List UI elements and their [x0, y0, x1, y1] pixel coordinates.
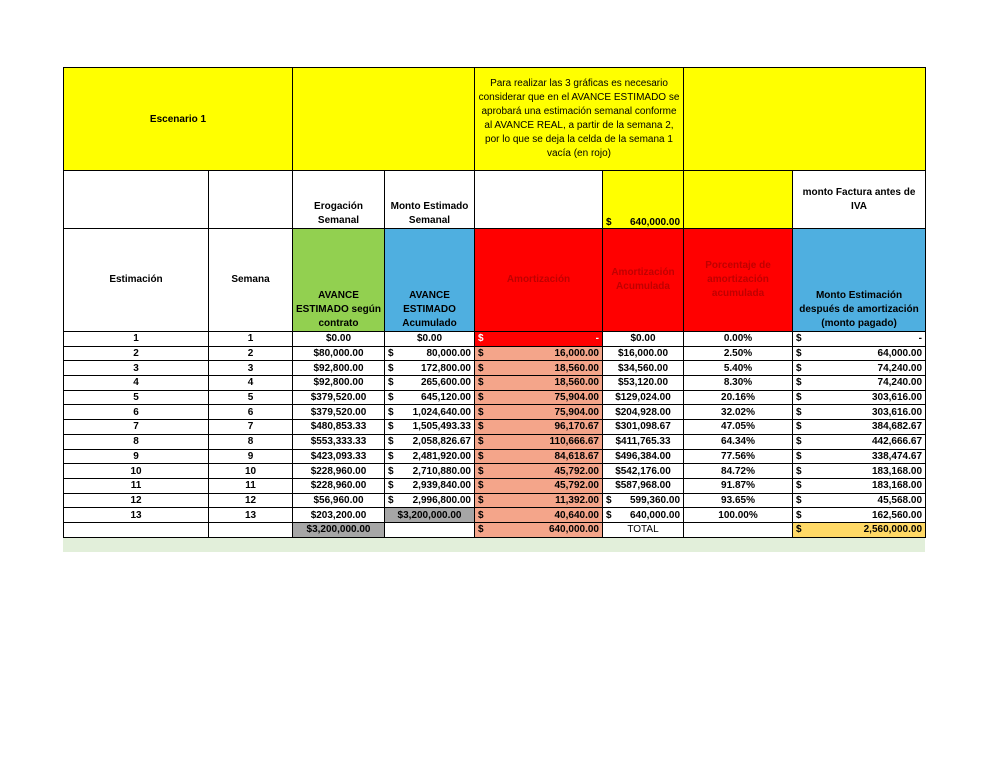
semana-cell: 8 [209, 434, 293, 449]
avance-acumulado-cell [385, 434, 475, 449]
currency-sign: $ [388, 494, 394, 506]
amortizacion-cell-value: 40,640.00 [554, 509, 599, 521]
amortizacion-acumulada-cell: $204,928.00 [603, 405, 684, 420]
monto-pagado-cell [793, 434, 926, 449]
table-row [64, 508, 926, 523]
avance-contrato-cell: $92,800.00 [293, 376, 385, 391]
green-strip [63, 538, 925, 552]
currency-sign: $ [478, 333, 484, 345]
porcentaje-cell: 8.30% [684, 376, 793, 391]
monto-pagado-cell-value: 183,168.00 [871, 480, 923, 492]
porcentaje-cell: 91.87% [684, 478, 793, 493]
monto-pagado-cell-value: 45,568.00 [877, 494, 923, 506]
estimacion-cell: 13 [64, 508, 209, 523]
semana-cell: 10 [209, 464, 293, 479]
table-row [64, 405, 926, 420]
porcentaje-cell: 47.05% [684, 420, 793, 435]
currency-sign: $ [796, 509, 802, 521]
currency-sign: $ [796, 392, 802, 404]
anticipo-cell [603, 171, 684, 229]
porcentaje-cell: 100.00% [684, 508, 793, 523]
amortizacion-cell [475, 449, 603, 464]
monto-pagado-cell-value: 162,560.00 [871, 509, 923, 521]
amortizacion-cell-value: 84,618.67 [554, 450, 599, 462]
monto-pagado-cell [793, 464, 926, 479]
table-row [64, 346, 926, 361]
porcentaje-cell: 77.56% [684, 449, 793, 464]
currency-sign: $ [388, 406, 394, 418]
amortizacion-cell [475, 405, 603, 420]
empty-cell [385, 522, 475, 537]
header-monto-despues: Monto Estimación después de amortización (monto pagado) [793, 229, 926, 332]
amortizacion-cell-value: 75,904.00 [554, 406, 599, 418]
amortizacion-cell [475, 332, 603, 347]
amortizacion-cell [475, 434, 603, 449]
monto-pagado-cell-value: 74,240.00 [877, 362, 923, 374]
semana-cell: 2 [209, 346, 293, 361]
monto-pagado-cell-value: 74,240.00 [877, 377, 923, 389]
avance-contrato-cell: $92,800.00 [293, 361, 385, 376]
currency-sign: $ [478, 406, 484, 418]
avance-contrato-cell: $553,333.33 [293, 434, 385, 449]
amortizacion-acumulada-cell: $301,098.67 [603, 420, 684, 435]
currency-sign: $ [388, 348, 394, 360]
currency-sign: $ [478, 465, 484, 477]
amortizacion-cell [475, 361, 603, 376]
avance-acumulado-cell [385, 405, 475, 420]
semana-cell: 6 [209, 405, 293, 420]
factura-label: monto Factura antes de IVA [793, 171, 926, 229]
estimacion-cell: 6 [64, 405, 209, 420]
avance-contrato-cell: $228,960.00 [293, 464, 385, 479]
semana-cell: 7 [209, 420, 293, 435]
empty-cell [64, 522, 209, 537]
header-avance-acumulado: AVANCE ESTIMADO Acumulado [385, 229, 475, 332]
total-avance-contrato: $3,200,000.00 [293, 522, 385, 537]
currency-sign: $ [478, 436, 484, 448]
currency-sign: $ [478, 524, 484, 536]
semana-cell: 3 [209, 361, 293, 376]
currency-sign: $ [796, 494, 802, 506]
avance-acumulado-cell-value: 2,996,800.00 [412, 494, 471, 506]
amortizacion-cell-value: 75,904.00 [554, 392, 599, 404]
table-row [64, 390, 926, 405]
monto-pagado-cell [793, 405, 926, 420]
amortizacion-cell [475, 493, 603, 508]
avance-contrato-cell: $56,960.00 [293, 493, 385, 508]
currency-sign: $ [796, 450, 802, 462]
currency-sign: $ [796, 524, 802, 536]
currency-sign: $ [796, 377, 802, 389]
monto-estimado-semanal-label: Monto Estimado Semanal [385, 171, 475, 229]
amortizacion-cell [475, 420, 603, 435]
amortizacion-acumulada-cell [603, 508, 684, 523]
currency-sign: $ [796, 333, 802, 345]
avance-acumulado-cell-value: 80,000.00 [426, 348, 471, 360]
amortizacion-acumulada-cell: $587,968.00 [603, 478, 684, 493]
total-monto-pagado-value: 2,560,000.00 [863, 524, 923, 536]
monto-pagado-cell-value: 183,168.00 [871, 465, 923, 477]
avance-contrato-cell: $379,520.00 [293, 405, 385, 420]
porcentaje-cell: 2.50% [684, 346, 793, 361]
amortizacion-cell [475, 376, 603, 391]
monto-pagado-cell-value: 384,682.67 [871, 421, 923, 433]
avance-acumulado-cell-value: 1,505,493.33 [412, 421, 471, 433]
estimacion-cell: 11 [64, 478, 209, 493]
empty-cell [64, 171, 209, 229]
currency-sign: $ [606, 494, 612, 506]
amortizacion-cell [475, 390, 603, 405]
amortizacion-acumulada-cell [603, 493, 684, 508]
monto-pagado-cell-value: 303,616.00 [871, 406, 923, 418]
porcentaje-cell: 93.65% [684, 493, 793, 508]
table-row [64, 478, 926, 493]
amortizacion-acumulada-cell-value: 640,000.00 [629, 509, 681, 521]
avance-contrato-cell: $228,960.00 [293, 478, 385, 493]
empty-cell [209, 522, 293, 537]
estimacion-cell: 8 [64, 434, 209, 449]
avance-acumulado-cell: $3,200,000.00 [385, 508, 475, 523]
porcentaje-cell: 64.34% [684, 434, 793, 449]
avance-acumulado-cell-value: 2,481,920.00 [412, 450, 471, 462]
monto-pagado-cell [793, 376, 926, 391]
avance-acumulado-cell [385, 346, 475, 361]
monto-pagado-cell [793, 449, 926, 464]
amortizacion-cell [475, 464, 603, 479]
currency-sign: $ [478, 480, 484, 492]
currency-sign: $ [478, 494, 484, 506]
currency-sign: $ [796, 362, 802, 374]
avance-contrato-cell: $423,093.33 [293, 449, 385, 464]
avance-contrato-cell: $203,200.00 [293, 508, 385, 523]
semana-cell: 5 [209, 390, 293, 405]
amortizacion-cell-value: - [595, 333, 599, 345]
monto-pagado-cell [793, 493, 926, 508]
semana-cell: 1 [209, 332, 293, 347]
avance-contrato-cell: $379,520.00 [293, 390, 385, 405]
currency-sign: $ [388, 377, 394, 389]
avance-contrato-cell: $0.00 [293, 332, 385, 347]
erogacion-semanal-label: Erogación Semanal [293, 171, 385, 229]
total-amortizacion-value: 640,000.00 [548, 524, 599, 536]
porcentaje-cell: 20.16% [684, 390, 793, 405]
amortizacion-acumulada-cell: $411,765.33 [603, 434, 684, 449]
empty-yellow-cell [684, 68, 926, 171]
monto-pagado-cell [793, 478, 926, 493]
amortizacion-acumulada-cell: $542,176.00 [603, 464, 684, 479]
avance-acumulado-cell [385, 449, 475, 464]
total-label: TOTAL [603, 522, 684, 537]
estimacion-cell: 12 [64, 493, 209, 508]
estimacion-cell: 1 [64, 332, 209, 347]
monto-pagado-cell-value: 442,666.67 [871, 436, 923, 448]
semana-cell: 13 [209, 508, 293, 523]
table-row [64, 332, 926, 347]
amortizacion-cell [475, 478, 603, 493]
instruction-note: Para realizar las 3 gráficas es necesario considerar que en el AVANCE ESTIMADO se aprobará una estimación semanal conforme al AVANCE REAL, a partir de la semana 2, por lo que se deja la celda de la semana 1 vacía (en rojo) [475, 68, 684, 171]
currency-sign: $ [606, 217, 612, 228]
avance-acumulado-cell [385, 361, 475, 376]
amortizacion-acumulada-cell-value: 599,360.00 [629, 494, 681, 506]
estimation-table [63, 67, 926, 538]
estimacion-cell: 5 [64, 390, 209, 405]
table-row [64, 434, 926, 449]
total-amortizacion [475, 522, 603, 537]
header-amortizacion: Amortización [475, 229, 603, 332]
amortizacion-acumulada-cell: $53,120.00 [603, 376, 684, 391]
anticipo-value: 640,000.00 [629, 217, 681, 228]
totals-row [64, 522, 926, 537]
header-estimacion: Estimación [64, 229, 209, 332]
avance-acumulado-cell [385, 376, 475, 391]
table-row [64, 420, 926, 435]
semana-cell: 4 [209, 376, 293, 391]
table-row [64, 464, 926, 479]
empty-yellow-cell [684, 171, 793, 229]
avance-contrato-cell: $80,000.00 [293, 346, 385, 361]
currency-sign: $ [478, 377, 484, 389]
porcentaje-cell: 84.72% [684, 464, 793, 479]
amortizacion-acumulada-cell: $496,384.00 [603, 449, 684, 464]
currency-sign: $ [478, 421, 484, 433]
estimacion-cell: 10 [64, 464, 209, 479]
currency-sign: $ [388, 480, 394, 492]
amortizacion-acumulada-cell: $129,024.00 [603, 390, 684, 405]
avance-acumulado-cell: $0.00 [385, 332, 475, 347]
amortizacion-acumulada-cell: $34,560.00 [603, 361, 684, 376]
monto-pagado-cell-value: - [918, 333, 923, 345]
table-row [64, 361, 926, 376]
header-amortizacion-acumulada: Amortización Acumulada [603, 229, 684, 332]
amortizacion-acumulada-cell: $16,000.00 [603, 346, 684, 361]
estimacion-cell: 3 [64, 361, 209, 376]
semana-cell: 11 [209, 478, 293, 493]
monto-pagado-cell [793, 420, 926, 435]
avance-acumulado-cell-value: 2,939,840.00 [412, 480, 471, 492]
currency-sign: $ [388, 465, 394, 477]
currency-sign: $ [388, 392, 394, 404]
porcentaje-cell: 0.00% [684, 332, 793, 347]
total-monto-pagado [793, 522, 926, 537]
avance-acumulado-cell [385, 420, 475, 435]
monto-pagado-cell [793, 332, 926, 347]
estimacion-cell: 4 [64, 376, 209, 391]
empty-yellow-cell [293, 68, 475, 171]
table-row [64, 376, 926, 391]
monto-pagado-cell-value: 303,616.00 [871, 392, 923, 404]
currency-sign: $ [388, 421, 394, 433]
header-semana: Semana [209, 229, 293, 332]
monto-pagado-cell-value: 64,000.00 [877, 348, 923, 360]
currency-sign: $ [606, 509, 612, 521]
semana-cell: 12 [209, 493, 293, 508]
header-porcentaje-amortizacion: Porcentaje de amortización acumulada [684, 229, 793, 332]
amortizacion-cell [475, 508, 603, 523]
currency-sign: $ [796, 480, 802, 492]
currency-sign: $ [388, 362, 394, 374]
amortizacion-cell-value: 18,560.00 [554, 377, 599, 389]
currency-sign: $ [796, 421, 802, 433]
estimacion-cell: 2 [64, 346, 209, 361]
monto-pagado-cell [793, 361, 926, 376]
currency-sign: $ [796, 406, 802, 418]
amortizacion-acumulada-cell: $0.00 [603, 332, 684, 347]
semana-cell: 9 [209, 449, 293, 464]
currency-sign: $ [478, 509, 484, 521]
avance-acumulado-cell-value: 1,024,640.00 [412, 406, 471, 418]
porcentaje-cell: 32.02% [684, 405, 793, 420]
currency-sign: $ [478, 450, 484, 462]
monto-pagado-cell [793, 346, 926, 361]
estimacion-cell: 9 [64, 449, 209, 464]
avance-acumulado-cell [385, 464, 475, 479]
scenario-title: Escenario 1 [64, 68, 293, 171]
amortizacion-cell-value: 45,792.00 [554, 480, 599, 492]
currency-sign: $ [478, 362, 484, 374]
amortizacion-cell [475, 346, 603, 361]
currency-sign: $ [388, 450, 394, 462]
avance-acumulado-cell-value: 2,058,826.67 [412, 436, 471, 448]
amortizacion-cell-value: 16,000.00 [554, 348, 599, 360]
avance-acumulado-cell-value: 172,800.00 [420, 362, 471, 374]
amortizacion-cell-value: 45,792.00 [554, 465, 599, 477]
monto-pagado-cell [793, 508, 926, 523]
table-row [64, 493, 926, 508]
avance-contrato-cell: $480,853.33 [293, 420, 385, 435]
currency-sign: $ [796, 348, 802, 360]
avance-acumulado-cell-value: 2,710,880.00 [412, 465, 471, 477]
amortizacion-cell-value: 11,392.00 [555, 494, 599, 506]
table-row [64, 449, 926, 464]
currency-sign: $ [388, 436, 394, 448]
monto-pagado-cell [793, 390, 926, 405]
empty-cell [475, 171, 603, 229]
currency-sign: $ [796, 436, 802, 448]
estimacion-cell: 7 [64, 420, 209, 435]
currency-sign: $ [478, 392, 484, 404]
porcentaje-cell: 5.40% [684, 361, 793, 376]
avance-acumulado-cell [385, 478, 475, 493]
header-avance-contrato: AVANCE ESTIMADO según contrato [293, 229, 385, 332]
avance-acumulado-cell-value: 645,120.00 [420, 392, 471, 404]
currency-sign: $ [796, 465, 802, 477]
currency-sign: $ [478, 348, 484, 360]
empty-cell [209, 171, 293, 229]
avance-acumulado-cell [385, 493, 475, 508]
avance-acumulado-cell [385, 390, 475, 405]
amortizacion-cell-value: 110,666.67 [549, 436, 599, 448]
amortizacion-cell-value: 18,560.00 [554, 362, 599, 374]
empty-cell [684, 522, 793, 537]
avance-acumulado-cell-value: 265,600.00 [420, 377, 471, 389]
monto-pagado-cell-value: 338,474.67 [871, 450, 923, 462]
amortizacion-cell-value: 96,170.67 [554, 421, 599, 433]
